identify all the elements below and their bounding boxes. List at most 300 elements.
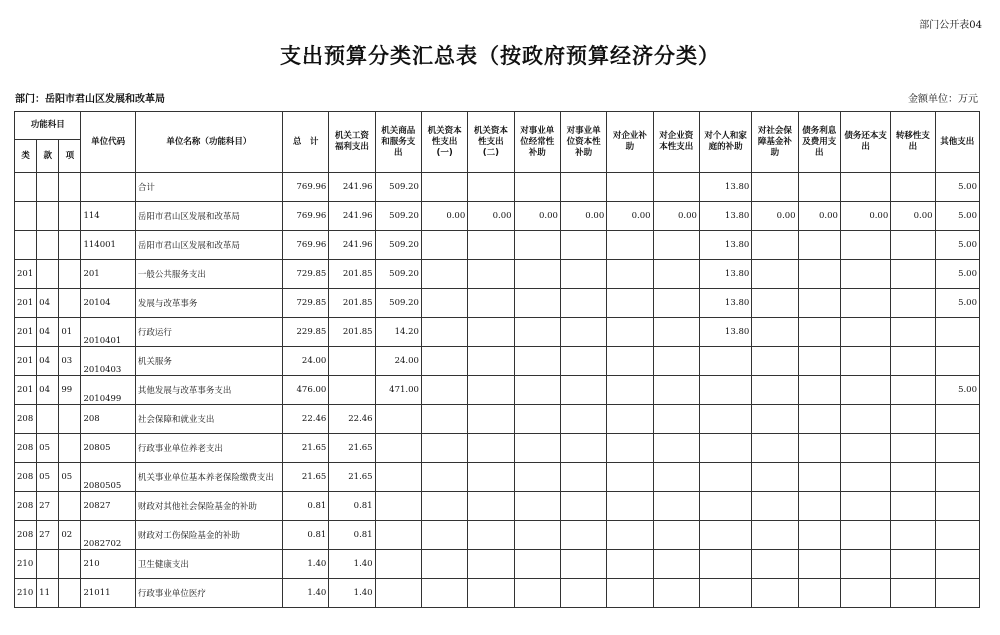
cell-amount-c8 [653,376,699,405]
cell-unit-code: 21011 [81,579,135,608]
cell-amount-total: 476.00 [282,376,328,405]
cell-amount-c11 [798,463,840,492]
header-c5: 对事业单位经常性补助 [514,112,560,173]
cell-amount-c6 [560,434,606,463]
cell-amount-c6 [560,463,606,492]
form-number: 部门公开表04 [919,20,982,31]
cell-amount-c2: 509.20 [375,202,421,231]
cell-amount-c10 [752,492,798,521]
cell-amount-c1: 0.81 [329,492,375,521]
cell-amount-c12 [840,463,890,492]
cell-amount-c6 [560,173,606,202]
cell-unit-code: 2010403 [81,347,135,376]
cell-amount-c11 [798,231,840,260]
cell-amount-c1: 21.65 [329,434,375,463]
cell-amount-c4 [468,550,514,579]
cell-amount-c3 [421,434,467,463]
cell-amount-c3 [421,231,467,260]
cell-amount-c11 [798,521,840,550]
cell-kuan [37,231,59,260]
header-lei: 类 [15,140,37,173]
cell-amount-c9 [699,521,751,550]
table-row [15,376,980,405]
cell-amount-c9: 13.80 [699,231,751,260]
cell-amount-total: 0.81 [282,521,328,550]
cell-amount-c13 [891,579,935,608]
cell-amount-c13 [891,347,935,376]
cell-amount-c9 [699,579,751,608]
cell-amount-c3 [421,521,467,550]
cell-amount-c2: 24.00 [375,347,421,376]
cell-kuan [37,202,59,231]
cell-unit-name: 其他发展与改革事务支出 [135,376,282,405]
cell-unit-code: 208 [81,405,135,434]
cell-amount-c2: 509.20 [375,260,421,289]
header-func-group: 功能科目 [15,112,81,140]
cell-xiang: 02 [59,521,81,550]
cell-amount-c9: 13.80 [699,260,751,289]
cell-amount-c1: 1.40 [329,550,375,579]
cell-amount-c10 [752,463,798,492]
cell-amount-c4 [468,260,514,289]
table-row [15,173,980,202]
cell-xiang [59,260,81,289]
cell-amount-c11 [798,347,840,376]
cell-amount-c9 [699,434,751,463]
cell-amount-c9 [699,550,751,579]
cell-amount-c8 [653,173,699,202]
cell-amount-c6 [560,289,606,318]
header-xiang: 项 [59,140,81,173]
cell-amount-c6 [560,579,606,608]
cell-amount-c3 [421,463,467,492]
cell-amount-total: 21.65 [282,463,328,492]
cell-amount-c1 [329,347,375,376]
cell-unit-name: 行政事业单位医疗 [135,579,282,608]
table-row [15,289,980,318]
cell-amount-c1: 21.65 [329,463,375,492]
table-body [15,173,980,608]
cell-kuan [37,173,59,202]
cell-unit-name: 机关服务 [135,347,282,376]
cell-lei: 208 [15,492,37,521]
cell-amount-c13 [891,492,935,521]
header-total: 总 计 [282,112,328,173]
cell-amount-c12 [840,260,890,289]
cell-amount-c3 [421,260,467,289]
cell-amount-c1: 201.85 [329,260,375,289]
cell-amount-c3 [421,492,467,521]
cell-amount-c14 [935,579,979,608]
cell-amount-total: 729.85 [282,260,328,289]
cell-unit-name: 卫生健康支出 [135,550,282,579]
cell-amount-c14: 5.00 [935,376,979,405]
cell-lei [15,173,37,202]
cell-amount-total: 229.85 [282,318,328,347]
cell-unit-name: 财政对其他社会保险基金的补助 [135,492,282,521]
cell-amount-c2 [375,434,421,463]
cell-amount-total: 769.96 [282,173,328,202]
cell-kuan [37,550,59,579]
cell-amount-c4 [468,318,514,347]
cell-amount-c8 [653,521,699,550]
cell-amount-c9 [699,492,751,521]
amount-unit-label: 金额单位：万元 [908,94,978,105]
cell-amount-c14 [935,521,979,550]
cell-amount-c4 [468,173,514,202]
cell-amount-c1: 241.96 [329,202,375,231]
cell-amount-c9 [699,463,751,492]
cell-amount-c6 [560,376,606,405]
cell-amount-c6 [560,550,606,579]
cell-kuan: 04 [37,376,59,405]
cell-amount-c4 [468,492,514,521]
cell-kuan [37,405,59,434]
cell-amount-c1 [329,376,375,405]
cell-amount-c10 [752,289,798,318]
cell-kuan: 04 [37,318,59,347]
cell-amount-c8: 0.00 [653,202,699,231]
cell-amount-c7 [607,405,653,434]
cell-amount-c12 [840,492,890,521]
cell-amount-total: 24.00 [282,347,328,376]
cell-unit-name: 行政事业单位养老支出 [135,434,282,463]
cell-amount-c4 [468,463,514,492]
cell-amount-c10: 0.00 [752,202,798,231]
cell-amount-c2 [375,579,421,608]
cell-amount-c1: 241.96 [329,231,375,260]
cell-amount-c2 [375,550,421,579]
cell-xiang: 01 [59,318,81,347]
cell-amount-c4 [468,521,514,550]
cell-amount-c12 [840,579,890,608]
cell-lei: 210 [15,579,37,608]
cell-amount-c13 [891,376,935,405]
cell-amount-c10 [752,260,798,289]
cell-amount-c12 [840,347,890,376]
cell-amount-c13 [891,289,935,318]
header-unit-code: 单位代码 [81,112,135,173]
cell-amount-c12 [840,318,890,347]
cell-amount-c12: 0.00 [840,202,890,231]
cell-amount-c10 [752,173,798,202]
cell-amount-c12 [840,550,890,579]
cell-amount-c12 [840,231,890,260]
cell-amount-c5 [514,405,560,434]
cell-xiang: 05 [59,463,81,492]
table-row [15,579,980,608]
cell-xiang: 03 [59,347,81,376]
cell-xiang: 99 [59,376,81,405]
cell-unit-name: 合计 [135,173,282,202]
cell-amount-c12 [840,434,890,463]
header-c2: 机关商品和服务支出 [375,112,421,173]
cell-xiang [59,579,81,608]
cell-amount-c9: 13.80 [699,202,751,231]
cell-amount-c11: 0.00 [798,202,840,231]
cell-amount-c5 [514,289,560,318]
cell-amount-c3 [421,347,467,376]
cell-amount-c11 [798,405,840,434]
cell-amount-c12 [840,521,890,550]
table-row [15,318,980,347]
cell-amount-c7 [607,289,653,318]
cell-lei: 201 [15,318,37,347]
cell-amount-c1: 22.46 [329,405,375,434]
cell-amount-c12 [840,405,890,434]
cell-amount-c2 [375,405,421,434]
cell-amount-c11 [798,492,840,521]
cell-amount-c9: 13.80 [699,173,751,202]
cell-amount-c3: 0.00 [421,202,467,231]
cell-amount-c2: 14.20 [375,318,421,347]
cell-amount-c12 [840,173,890,202]
cell-amount-c11 [798,289,840,318]
cell-amount-c11 [798,579,840,608]
cell-amount-c13 [891,405,935,434]
cell-unit-name: 岳阳市君山区发展和改革局 [135,202,282,231]
cell-amount-c3 [421,376,467,405]
cell-amount-c14 [935,550,979,579]
cell-amount-c2: 509.20 [375,231,421,260]
cell-amount-c7 [607,579,653,608]
cell-lei: 201 [15,260,37,289]
cell-amount-c7 [607,463,653,492]
cell-amount-c13 [891,173,935,202]
cell-lei: 208 [15,434,37,463]
cell-amount-c8 [653,492,699,521]
cell-lei: 208 [15,521,37,550]
cell-amount-c14 [935,318,979,347]
cell-amount-c13 [891,318,935,347]
cell-amount-c1: 1.40 [329,579,375,608]
cell-amount-c9 [699,376,751,405]
cell-amount-c13 [891,231,935,260]
cell-amount-c9 [699,347,751,376]
cell-amount-c7 [607,376,653,405]
cell-amount-c12 [840,289,890,318]
cell-amount-total: 729.85 [282,289,328,318]
cell-amount-c9 [699,405,751,434]
header-c14: 其他支出 [935,112,979,173]
cell-amount-c7 [607,318,653,347]
cell-amount-c6 [560,521,606,550]
cell-lei: 208 [15,405,37,434]
cell-amount-c7 [607,434,653,463]
cell-amount-c3 [421,289,467,318]
cell-amount-c8 [653,434,699,463]
cell-amount-c7 [607,173,653,202]
cell-unit-code: 2082702 [81,521,135,550]
page-title: 支出预算分类汇总表（按政府预算经济分类） [280,44,720,68]
cell-amount-c5 [514,550,560,579]
cell-amount-c14 [935,347,979,376]
cell-amount-c4 [468,289,514,318]
cell-amount-total: 21.65 [282,434,328,463]
cell-amount-c14: 5.00 [935,289,979,318]
cell-amount-c4 [468,434,514,463]
cell-kuan: 05 [37,434,59,463]
table-row [15,492,980,521]
cell-amount-c11 [798,550,840,579]
cell-amount-c4 [468,579,514,608]
cell-amount-c1: 241.96 [329,173,375,202]
cell-unit-name: 发展与改革事务 [135,289,282,318]
cell-lei: 201 [15,289,37,318]
cell-amount-c4: 0.00 [468,202,514,231]
cell-amount-c7 [607,521,653,550]
cell-amount-c14 [935,405,979,434]
header-c13: 转移性支出 [891,112,935,173]
cell-unit-code: 210 [81,550,135,579]
header-c7: 对企业补助 [607,112,653,173]
header-c11: 债务利息及费用支出 [798,112,840,173]
cell-amount-total: 1.40 [282,550,328,579]
cell-amount-c14 [935,463,979,492]
cell-amount-c5 [514,492,560,521]
cell-amount-c6: 0.00 [560,202,606,231]
cell-amount-c11 [798,376,840,405]
cell-amount-c8 [653,550,699,579]
cell-kuan: 11 [37,579,59,608]
cell-amount-c7 [607,260,653,289]
cell-amount-c8 [653,260,699,289]
cell-amount-c4 [468,347,514,376]
cell-amount-c13 [891,550,935,579]
cell-amount-c6 [560,231,606,260]
cell-amount-c5 [514,173,560,202]
header-kuan: 款 [37,140,59,173]
cell-amount-c10 [752,318,798,347]
cell-amount-c14 [935,434,979,463]
cell-amount-c4 [468,405,514,434]
cell-unit-name: 岳阳市君山区发展和改革局 [135,231,282,260]
cell-amount-c2 [375,521,421,550]
cell-amount-c5 [514,434,560,463]
cell-xiang [59,202,81,231]
cell-amount-c13 [891,463,935,492]
cell-amount-c5 [514,231,560,260]
cell-amount-c13 [891,521,935,550]
cell-amount-c13: 0.00 [891,202,935,231]
cell-amount-c3 [421,318,467,347]
header-c10: 对社会保障基金补助 [752,112,798,173]
table-row [15,231,980,260]
cell-amount-c7 [607,492,653,521]
cell-unit-name: 行政运行 [135,318,282,347]
cell-amount-c13 [891,434,935,463]
cell-xiang [59,405,81,434]
cell-kuan: 27 [37,492,59,521]
table-row [15,202,980,231]
cell-unit-name: 机关事业单位基本养老保险缴费支出 [135,463,282,492]
cell-amount-total: 1.40 [282,579,328,608]
cell-amount-c14 [935,492,979,521]
cell-amount-c9: 13.80 [699,289,751,318]
cell-amount-c9: 13.80 [699,318,751,347]
cell-amount-c11 [798,173,840,202]
cell-unit-code: 114 [81,202,135,231]
cell-unit-code: 114001 [81,231,135,260]
cell-amount-c1: 201.85 [329,318,375,347]
cell-amount-c5 [514,579,560,608]
cell-lei [15,202,37,231]
cell-unit-code: 20827 [81,492,135,521]
cell-unit-code: 20805 [81,434,135,463]
cell-amount-c6 [560,318,606,347]
cell-amount-c11 [798,318,840,347]
table-row [15,550,980,579]
cell-amount-c2: 509.20 [375,173,421,202]
cell-amount-c3 [421,550,467,579]
cell-amount-c3 [421,173,467,202]
cell-lei: 210 [15,550,37,579]
cell-amount-c2: 471.00 [375,376,421,405]
cell-unit-code: 2010499 [81,376,135,405]
table-row [15,521,980,550]
cell-amount-c1: 0.81 [329,521,375,550]
cell-lei: 201 [15,376,37,405]
table-row [15,463,980,492]
cell-amount-c8 [653,289,699,318]
cell-xiang [59,231,81,260]
cell-amount-c8 [653,318,699,347]
cell-amount-c5 [514,260,560,289]
cell-unit-code: 2080505 [81,463,135,492]
expenditure-table [14,111,980,608]
cell-unit-name: 社会保障和就业支出 [135,405,282,434]
cell-lei: 201 [15,347,37,376]
header-c12: 债务还本支出 [840,112,890,173]
cell-amount-c7 [607,347,653,376]
cell-xiang [59,492,81,521]
cell-amount-c8 [653,405,699,434]
cell-amount-c7 [607,550,653,579]
cell-amount-c6 [560,492,606,521]
header-unit-name: 单位名称（功能科目） [135,112,282,173]
cell-xiang [59,173,81,202]
cell-amount-c5 [514,318,560,347]
table-row [15,434,980,463]
cell-amount-c3 [421,579,467,608]
cell-amount-c10 [752,347,798,376]
cell-unit-code: 20104 [81,289,135,318]
cell-amount-c3 [421,405,467,434]
header-c4: 机关资本性支出(二) [468,112,514,173]
cell-kuan: 27 [37,521,59,550]
cell-amount-c7 [607,231,653,260]
cell-xiang [59,550,81,579]
cell-amount-c2 [375,463,421,492]
cell-amount-c10 [752,405,798,434]
cell-xiang [59,289,81,318]
department-label: 部门：岳阳市君山区发展和改革局 [15,94,165,105]
cell-amount-c10 [752,231,798,260]
cell-amount-c10 [752,376,798,405]
cell-unit-name: 一般公共服务支出 [135,260,282,289]
cell-amount-c2 [375,492,421,521]
cell-amount-c8 [653,463,699,492]
cell-lei [15,231,37,260]
cell-amount-total: 0.81 [282,492,328,521]
cell-amount-c5 [514,347,560,376]
cell-amount-c14: 5.00 [935,231,979,260]
header-c6: 对事业单位资本性补助 [560,112,606,173]
cell-kuan [37,260,59,289]
cell-xiang [59,434,81,463]
cell-amount-c5 [514,376,560,405]
cell-unit-code: 2010401 [81,318,135,347]
